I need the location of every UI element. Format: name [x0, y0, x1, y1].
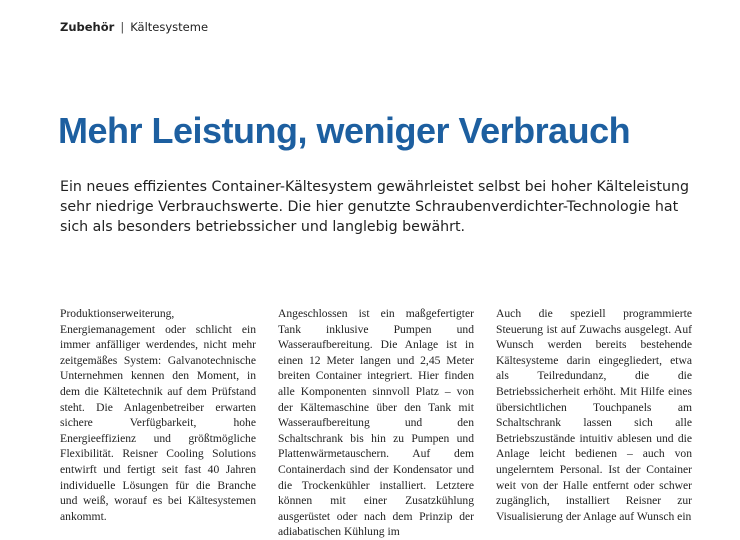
body-column-2	[278, 306, 474, 540]
section-header	[60, 20, 208, 34]
article-lead: Ein neues effizientes Container-Kältesystem gewährleistet selbst bei hoher Kälteleistung sehr niedrige Verbrauchswerte. Die hier genutzte Schraubenverdichter-Technologie hat sich als besonders betriebssicher und langlebig bewährt.	[60, 179, 690, 235]
article-body	[60, 306, 692, 540]
section-name: Zubehör	[60, 20, 115, 34]
body-paragraph: Auch die speziell programmierte Steuerung ist auf Zuwachs ausgelegt. Auf Wunsch werden bereits bestehende Kältesysteme darin eingegliedert, etwa als Teilredundanz, die die Betriebssicherheit erhöht. Mit Hilfe eines übersichtlichen Touchpanels am Schaltschrank lassen sich alle Betriebszustände intuitiv ablesen und die Anlage leicht bedienen – auch von ungelerntem Personal. Ist der Container weit von der Halle entfernt oder schwer zugänglich, installiert Reisner zur Visualisierung der Anlage auf Wunsch ein	[496, 307, 692, 523]
body-column-3	[496, 306, 692, 540]
body-column-1	[60, 306, 256, 540]
subsection-name: Kältesysteme	[130, 20, 209, 34]
section-separator: |	[120, 20, 125, 34]
article-title: Mehr Leistung, weniger Verbrauch	[58, 110, 631, 151]
body-paragraph: Produktionserweiterung, Energiemanagement oder schlicht ein immer anfälliger werdendes, nicht mehr zeitgemäßes System: Galvanotechnische Unternehmen kennen den Moment, in dem die Kältetechnik auf dem Prüfstand steht. Die Anlagenbetreiber erwarten sichere Verfügbarkeit, hohe Energieeffizienz und größtmögliche Flexibilität. Reisner Cooling Solutions entwirft und fertigt seit fast 40 Jahren individuelle Lösungen für die Branche und weiß, worauf es bei Kältesystemen ankommt.	[60, 307, 256, 523]
body-paragraph: Angeschlossen ist ein maßgefertigter Tank inklusive Pumpen und Wasseraufbereitung. Die Anlage ist in einen 12 Meter langen und 2,45 Meter breiten Container integriert. Hier finden alle Komponenten sinnvoll Platz – von der Kältemaschine über den Tank mit Wasseraufbereitung und den Schaltschrank bis hin zu Pumpen und Plattenwärmetauschern. Auf dem Containerdach sind der Kondensator und die Trockenkühler installiert. Letztere können mit einer Zusatzkühlung ausgerüstet oder nach dem Prinzip der adiabatischen Kühlung im	[278, 307, 474, 539]
